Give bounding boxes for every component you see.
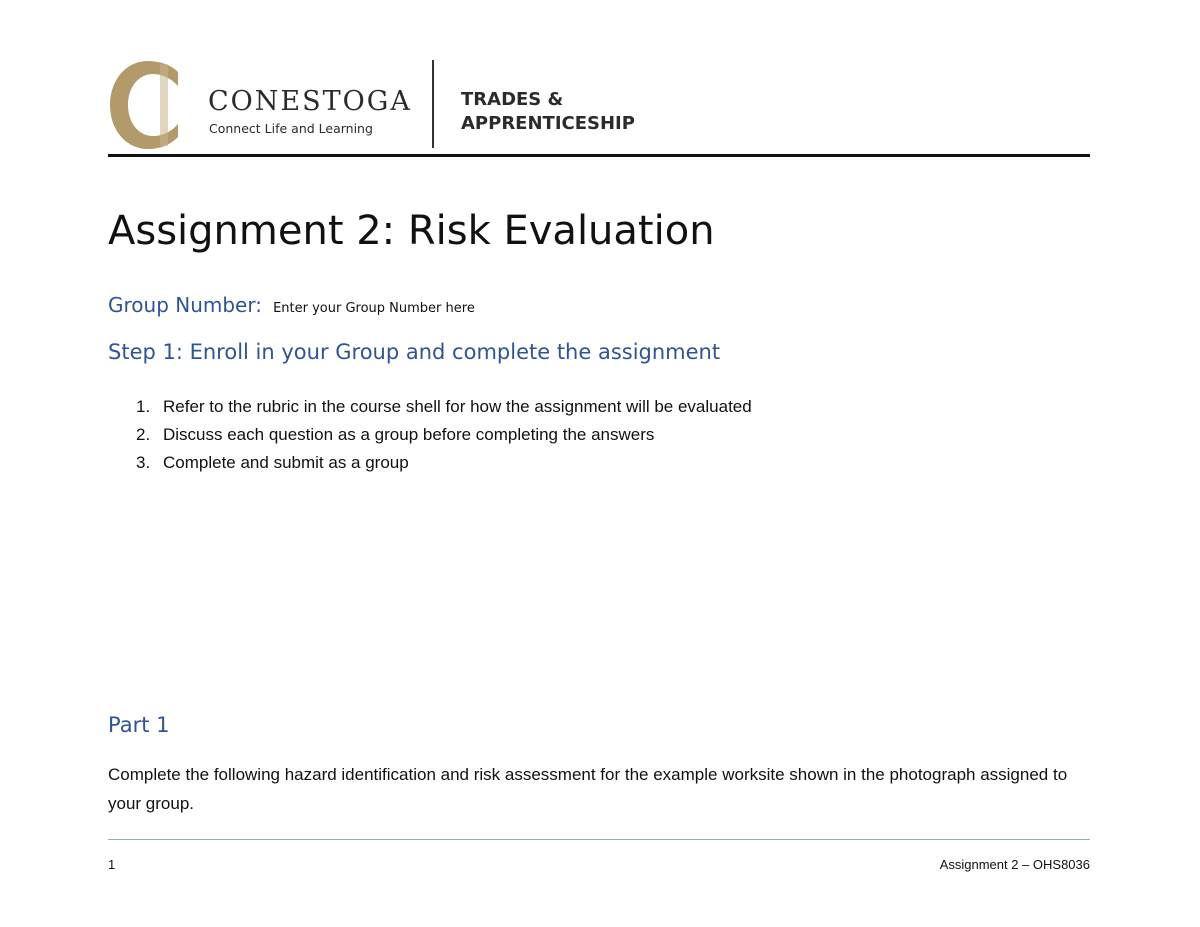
list-item-number: 3.: [136, 453, 151, 472]
list-item-number: 1.: [136, 397, 151, 416]
document-header: [108, 58, 1090, 158]
list-item-text: Refer to the rubric in the course shell for how the assignment will be evaluated: [163, 397, 752, 416]
department-line-1: TRADES &: [461, 89, 564, 110]
step-list: [108, 395, 752, 479]
list-item: [108, 423, 752, 451]
page-title: Assignment 2: Risk Evaluation: [108, 208, 715, 254]
footer-course-label: Assignment 2 – OHS8036: [939, 857, 1090, 872]
group-number-label: Group Number:: [108, 293, 262, 317]
list-item-number: 2.: [136, 425, 151, 444]
part1-heading: Part 1: [108, 713, 170, 737]
department-name: [461, 88, 635, 136]
list-item: [108, 451, 752, 479]
brand-name: CONESTOGA: [208, 86, 412, 117]
brand-tagline: Connect Life and Learning: [209, 121, 373, 136]
step1-heading: Step 1: Enroll in your Group and complete the assignment: [108, 340, 721, 364]
list-item-text: Complete and submit as a group: [163, 453, 409, 472]
group-number-input[interactable]: Enter your Group Number here: [273, 301, 475, 316]
list-item-text: Discuss each question as a group before completing the answers: [163, 425, 655, 444]
footer-rule: [108, 839, 1090, 840]
header-rule: [108, 154, 1090, 157]
conestoga-logo-icon: [108, 60, 186, 150]
list-item: [108, 395, 752, 423]
part1-instructions: Complete the following hazard identification and risk assessment for the example worksite shown in the photograph assigned to your group.: [108, 765, 1068, 813]
page-number: 1: [108, 857, 116, 872]
header-divider: [432, 60, 434, 148]
department-line-2: APPRENTICESHIP: [461, 113, 635, 134]
group-number-field: [108, 293, 475, 317]
